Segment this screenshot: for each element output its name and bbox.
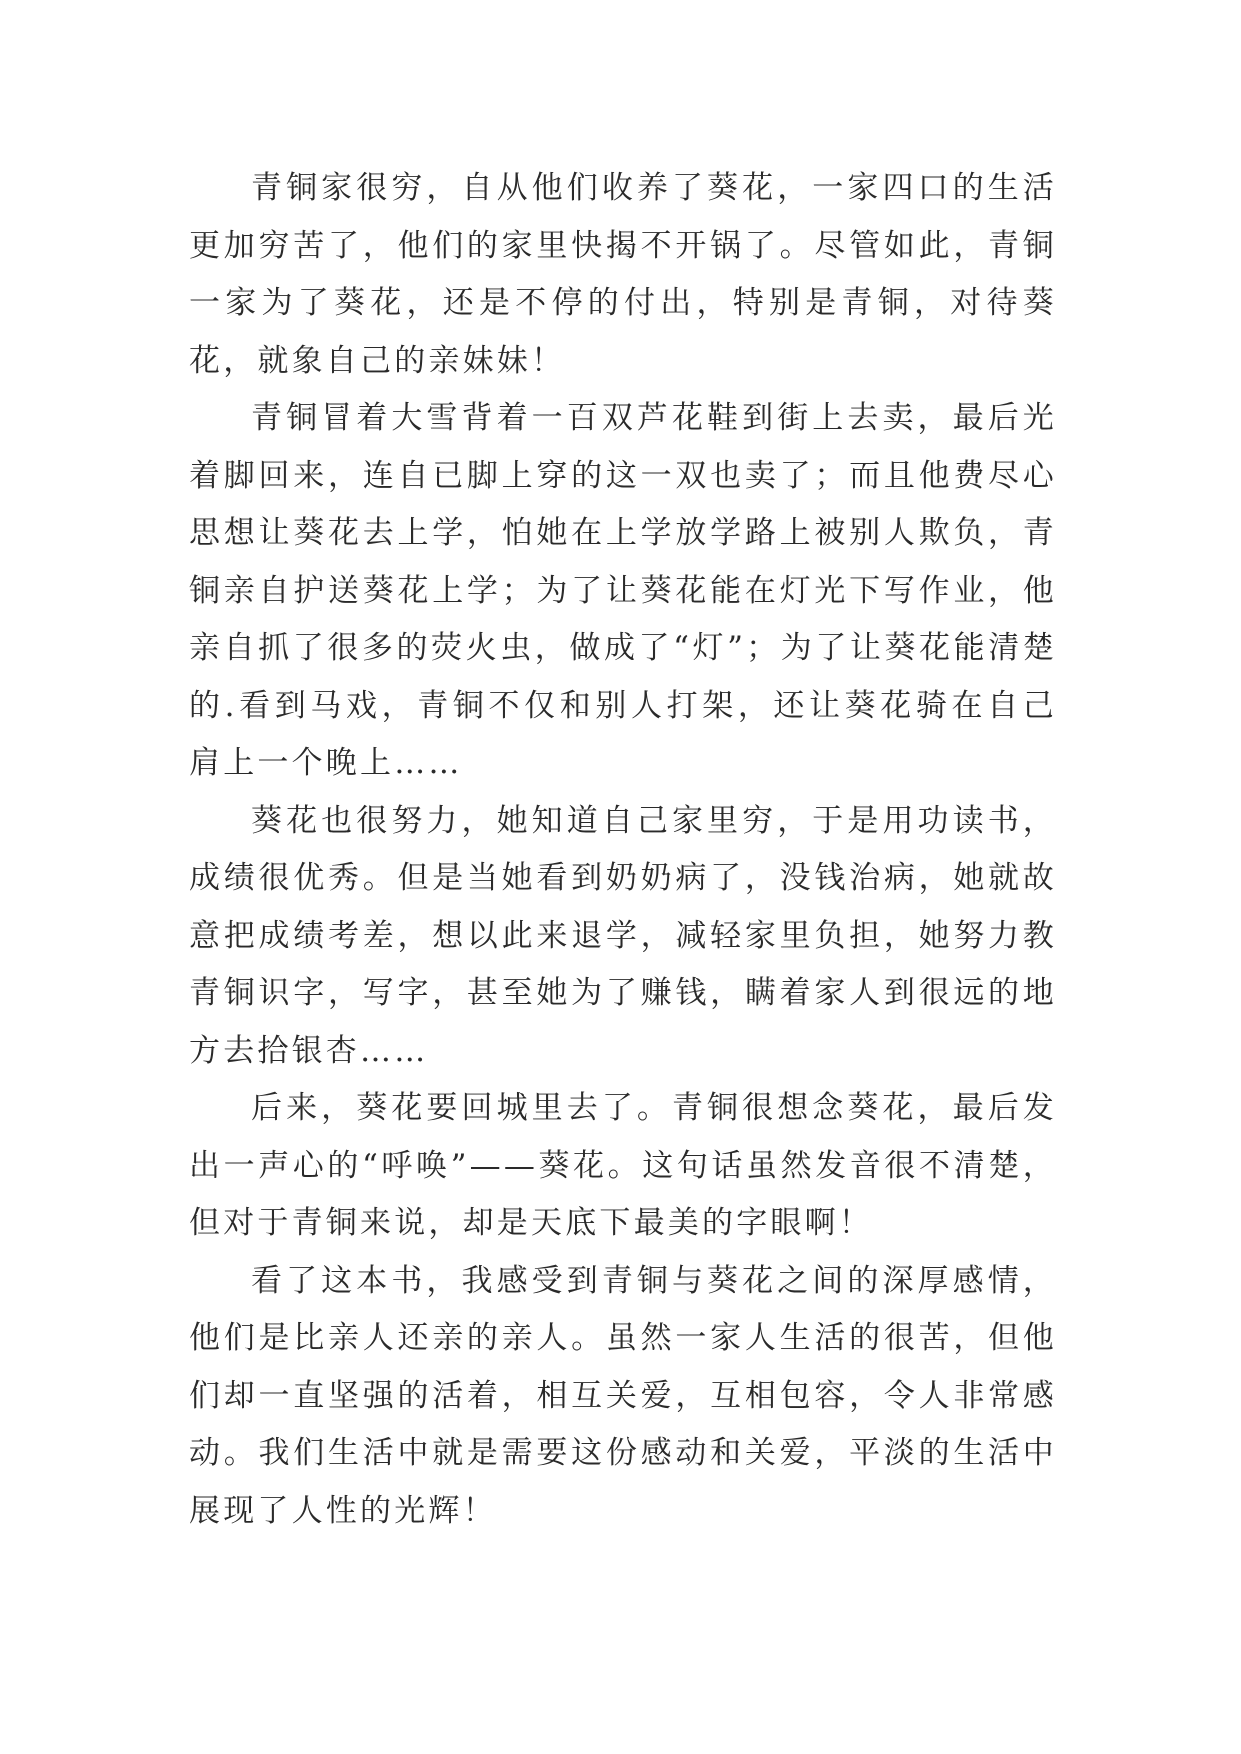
paragraph-2: 青铜冒着大雪背着一百双芦花鞋到街上去卖，最后光着脚回来，连自已脚上穿的这一双也卖了；而且他费尽心思想让葵花去上学，怕她在上学放学路上被别人欺负，青铜亲自护送葵花上学；为了让葵花能在灯光下写作业，他亲自抓了很多的荧火虫，做成了“灯”；为了让葵花能清楚的.看到马戏，青铜不仅和别人打架，还让葵花骑在自己肩上一个晚上…… (189, 400, 1057, 781)
paragraph-3: 葵花也很努力，她知道自己家里穷，于是用功读书，成绩很优秀。但是当她看到奶奶病了，没钱治病，她就故意把成绩考差，想以此来退学，减轻家里负担，她努力教青铜识字，写字，甚至她为了赚钱，瞒着家人到很远的地方去拾银杏…… (189, 802, 1057, 1069)
paragraph-1: 青铜家很穷，自从他们收养了葵花，一家四口的生活更加穷苦了，他们的家里快揭不开锅了。尽管如此，青铜一家为了葵花，还是不停的付出，特别是青铜，对待葵花，就象自己的亲妹妹！ (189, 170, 1057, 379)
document-body (189, 160, 1057, 1540)
paragraph-4: 后来，葵花要回城里去了。青铜很想念葵花，最后发出一声心的“呼唤”——葵花。这句话虽然发音很不清楚，但对于青铜来说，却是天底下最美的字眼啊！ (189, 1090, 1057, 1241)
paragraph-5: 看了这本书，我感受到青铜与葵花之间的深厚感情，他们是比亲人还亲的亲人。虽然一家人生活的很苦，但他们却一直坚强的活着，相互关爱，互相包容，令人非常感动。我们生活中就是需要这份感动和关爱，平淡的生活中展现了人性的光辉！ (189, 1262, 1057, 1529)
